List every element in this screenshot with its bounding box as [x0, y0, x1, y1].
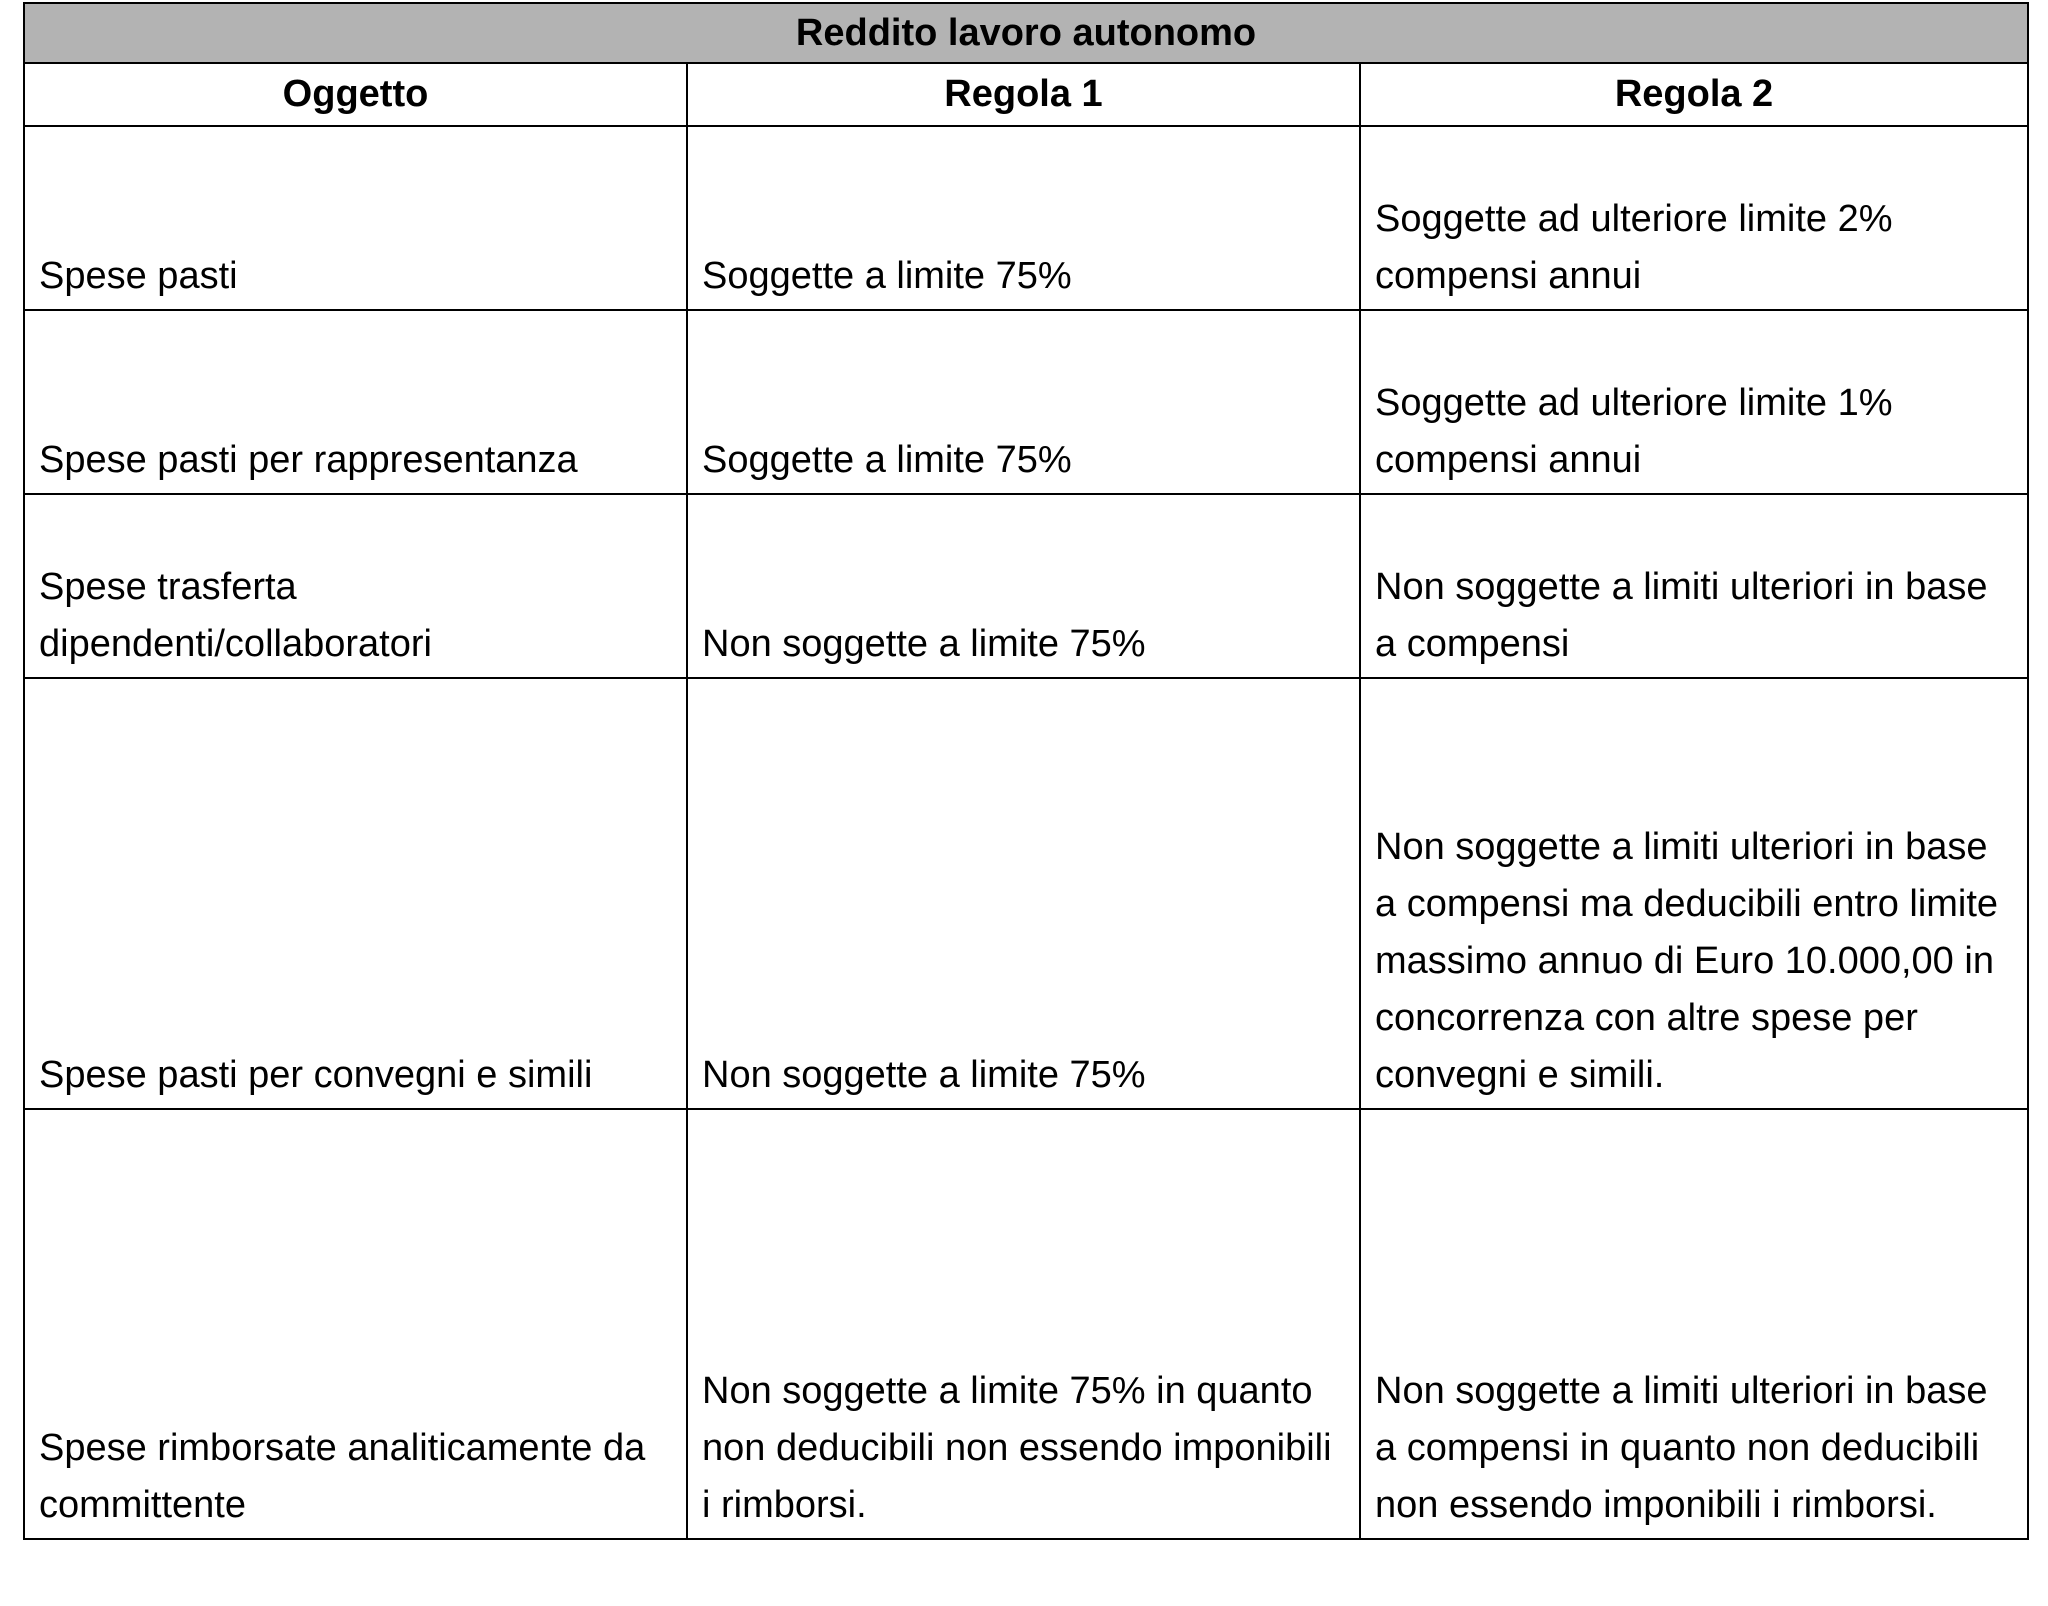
- cell-regola-2: Soggette ad ulteriore limite 1% compensi annui: [1360, 310, 2028, 494]
- cell-regola-1: Non soggette a limite 75%: [687, 494, 1360, 678]
- table-row: [24, 494, 2028, 678]
- expense-rules-table: [23, 2, 2029, 1540]
- table-row: [24, 678, 2028, 1109]
- cell-regola-2: Non soggette a limiti ulteriori in base a compensi in quanto non deducibili non essendo imponibili i rimborsi.: [1360, 1109, 2028, 1539]
- cell-regola-1: Non soggette a limite 75%: [687, 678, 1360, 1109]
- cell-regola-2: Non soggette a limiti ulteriori in base a compensi: [1360, 494, 2028, 678]
- cell-regola-1: Soggette a limite 75%: [687, 310, 1360, 494]
- table-row: [24, 126, 2028, 310]
- cell-regola-2: Non soggette a limiti ulteriori in base a compensi ma deducibili entro limite massimo annuo di Euro 10.000,00 in concorrenza con altre spese per convegni e simili.: [1360, 678, 2028, 1109]
- cell-oggetto: Spese trasferta dipendenti/collaboratori: [24, 494, 687, 678]
- cell-regola-1: Soggette a limite 75%: [687, 126, 1360, 310]
- table-title-row: [24, 3, 2028, 63]
- cell-oggetto: Spese rimborsate analiticamente da committente: [24, 1109, 687, 1539]
- table-row: [24, 1109, 2028, 1539]
- cell-regola-1: Non soggette a limite 75% in quanto non deducibili non essendo imponibili i rimborsi.: [687, 1109, 1360, 1539]
- cell-oggetto: Spese pasti per rappresentanza: [24, 310, 687, 494]
- table-header-row: [24, 63, 2028, 126]
- document-sheet: [23, 2, 2027, 1540]
- table-row: [24, 310, 2028, 494]
- table-title: Reddito lavoro autonomo: [24, 3, 2028, 63]
- column-header-oggetto: Oggetto: [24, 63, 687, 126]
- cell-oggetto: Spese pasti: [24, 126, 687, 310]
- cell-regola-2: Soggette ad ulteriore limite 2% compensi annui: [1360, 126, 2028, 310]
- column-header-regola-2: Regola 2: [1360, 63, 2028, 126]
- cell-oggetto: Spese pasti per convegni e simili: [24, 678, 687, 1109]
- column-header-regola-1: Regola 1: [687, 63, 1360, 126]
